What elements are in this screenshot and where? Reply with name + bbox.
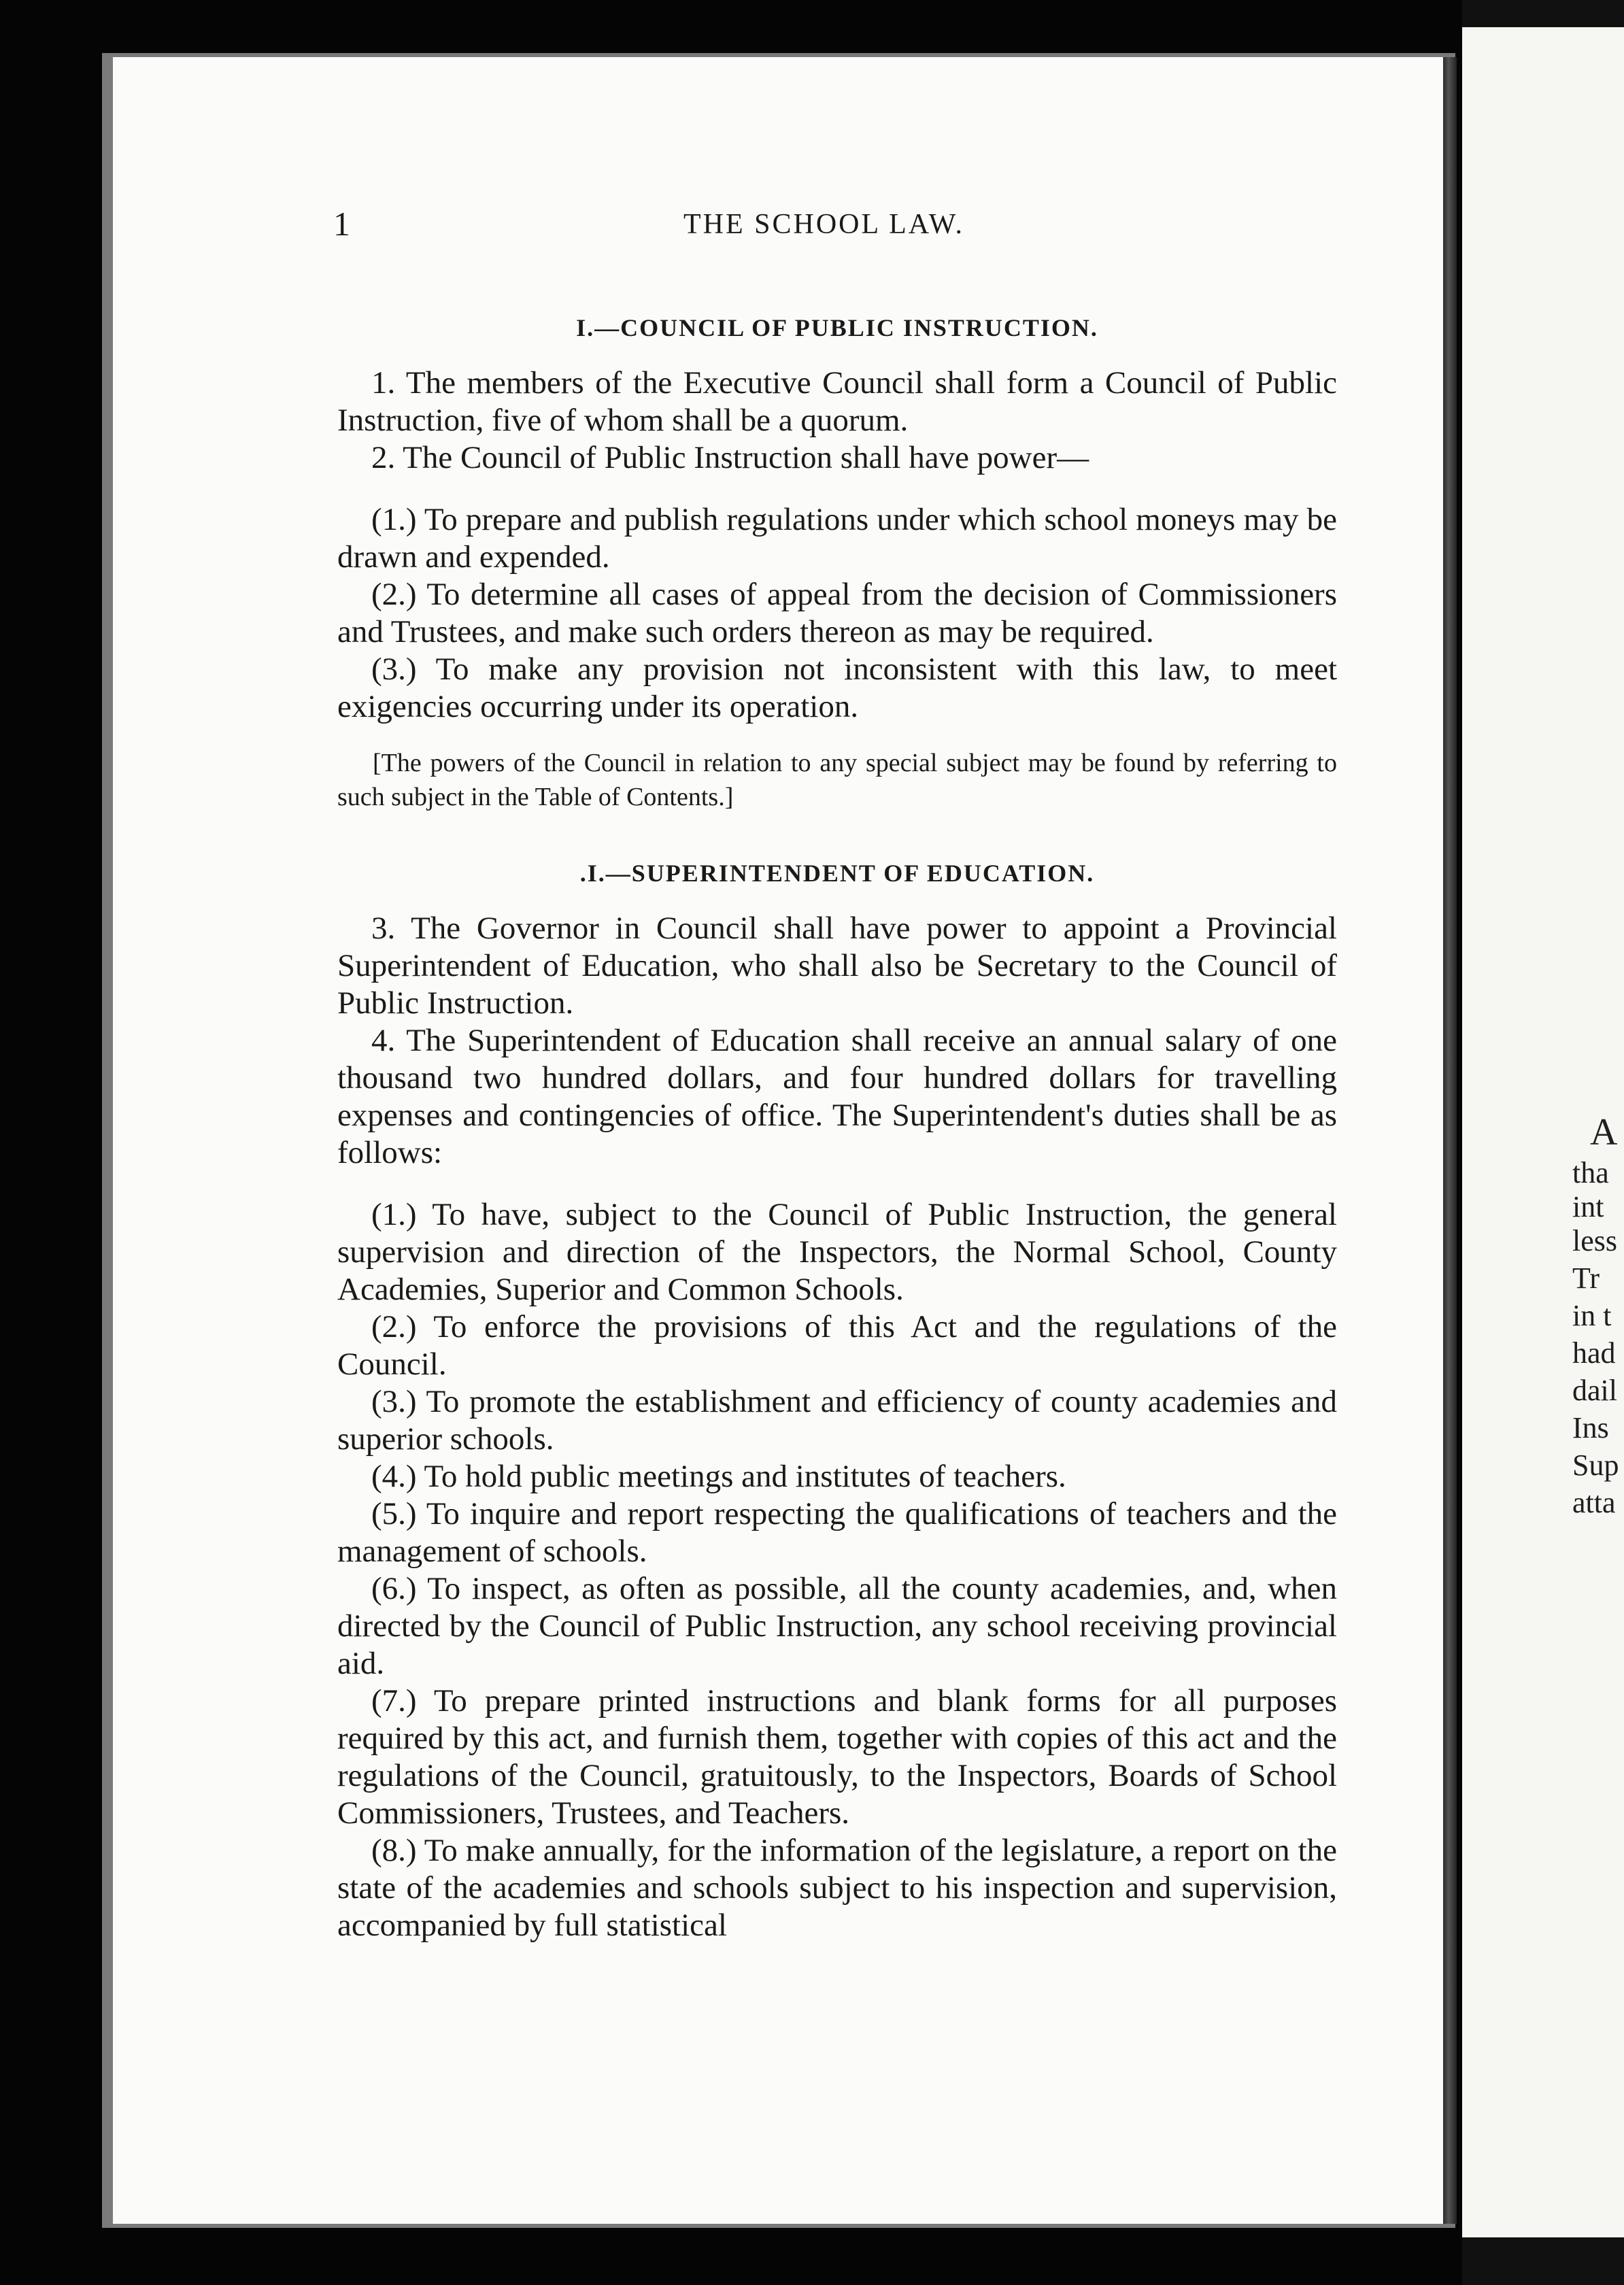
facing-fragment: Tr bbox=[1572, 1262, 1600, 1295]
facing-fragment: Ins bbox=[1572, 1411, 1609, 1444]
clause: (1.) To prepare and publish regulations under which school moneys may be drawn and expended. bbox=[337, 502, 1337, 575]
running-title: THE SCHOOL LAW. bbox=[683, 209, 965, 240]
section-council bbox=[337, 309, 1337, 814]
article-paragraph: 2. The Council of Public Instruction shall have power— bbox=[371, 440, 1089, 475]
facing-fragment: dail bbox=[1572, 1374, 1617, 1407]
editorial-note: [The powers of the Council in relation to any special subject may be found by referring to such subject in the Table of Contents.] bbox=[337, 749, 1337, 811]
facing-page bbox=[1462, 0, 1624, 2285]
section-superintendent bbox=[337, 855, 1337, 1944]
clause: (3.) To promote the establishment and efficiency of county academies and superior schools. bbox=[337, 1384, 1337, 1457]
facing-fragment: int bbox=[1572, 1190, 1604, 1223]
clause: (7.) To prepare printed instructions and blank forms for all purposes required by this act, and furnish them, together with copies of this act and the regulations of the Council, gratuitously, to the Inspectors, Boards of School Commissioners, Trustees, and Teachers. bbox=[337, 1683, 1337, 1831]
clause: (8.) To make annually, for the information of the legislature, a report on the state of the academies and schools subject to his inspection and supervision, accompanied by full statistical bbox=[337, 1833, 1337, 1943]
section-heading: I.—COUNCIL OF PUBLIC INSTRUCTION. bbox=[576, 314, 1098, 341]
clause: (3.) To make any provision not inconsistent with this law, to meet exigencies occurring under its operation. bbox=[337, 651, 1337, 724]
article-paragraph: 3. The Governor in Council shall have power to appoint a Provincial Superintendent of Education, who shall also be Secretary to the Council of Public Instruction. bbox=[337, 911, 1337, 1021]
facing-fragment: had bbox=[1572, 1336, 1616, 1370]
clause: (5.) To inquire and report respecting the qualifications of teachers and the management of schools. bbox=[337, 1496, 1337, 1569]
section-heading: .I.—SUPERINTENDENT OF EDUCATION. bbox=[579, 860, 1095, 887]
clause: (2.) To determine all cases of appeal from the decision of Commissioners and Trustees, and make such orders thereon as may be required. bbox=[337, 577, 1337, 649]
clause: (4.) To hold public meetings and institutes of teachers. bbox=[371, 1459, 1066, 1494]
facing-fragment: A bbox=[1590, 1111, 1618, 1153]
facing-fragment: Sup bbox=[1572, 1449, 1619, 1482]
article-paragraph: 1. The members of the Executive Council shall form a Council of Public Instruction, five of whom shall be a quorum. bbox=[337, 365, 1337, 438]
scan-edge-top bbox=[1462, 0, 1624, 27]
clause: (2.) To enforce the provisions of this Act and the regulations of the Council. bbox=[337, 1309, 1337, 1382]
article-paragraph: 4. The Superintendent of Education shall receive an annual salary of one thousand two hundred dollars, and four hundred dollars for travelling expenses and contingencies of office. The Superintendent's duties shall be as follows: bbox=[337, 1023, 1337, 1170]
scan-edge-bottom bbox=[1462, 2237, 1624, 2285]
facing-fragment: atta bbox=[1572, 1486, 1616, 1519]
facing-fragment: tha bbox=[1572, 1156, 1609, 1189]
facing-fragment: less bbox=[1572, 1224, 1617, 1257]
facing-fragment: in t bbox=[1572, 1299, 1612, 1332]
page-gutter bbox=[1443, 57, 1457, 2224]
clause: (6.) To inspect, as often as possible, all the county academies, and, when directed by the Council of Public Instruction, any school receiving provincial aid. bbox=[337, 1571, 1337, 1681]
page-content bbox=[337, 309, 1337, 1944]
page-number: 1 bbox=[333, 205, 352, 243]
clause: (1.) To have, subject to the Council of Public Instruction, the general supervision and direction of the Inspectors, the Normal School, County Academies, Superior and Common Schools. bbox=[337, 1197, 1337, 1307]
